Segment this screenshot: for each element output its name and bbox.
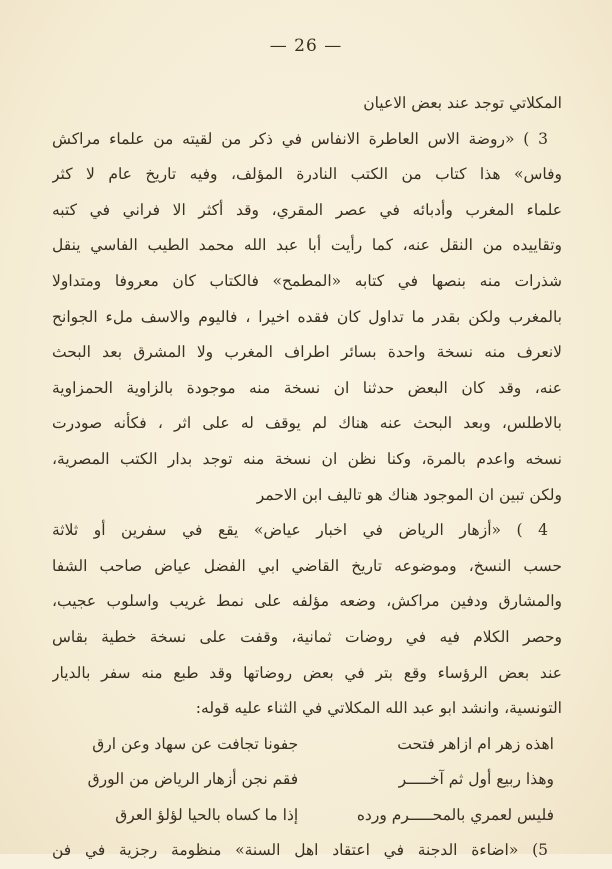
- text-line: التونسية، وانشد ابو عبد الله المكلاتي في الثناء عليه قوله:: [195, 699, 562, 718]
- poem-verse: [52, 727, 562, 763]
- text-line: وفاس» هذا كتاب من الكتب النادرة المؤلف، وفيه تاريخ عام لا كثر: [52, 165, 562, 184]
- poem-verse: [52, 798, 562, 834]
- poem-first-hemistich: اهذه زهر ام ازاهر فتحت: [397, 734, 554, 753]
- text-line: المكلاتي توجد عند بعض الاعيان: [363, 94, 562, 112]
- poem-first-hemistich: فليس لعمري بالمحـــــرم ورده: [356, 805, 554, 824]
- text-line: علماء المغرب وأدبائه في عصر المقري، وقد أكثر الا فراني في كتبه: [52, 200, 562, 219]
- poem-verse: [52, 762, 562, 798]
- text-line: نسخه واعدم بالمرة، وكنا نظن ان نسخة منه توجد بدار الكتب المصرية،: [52, 449, 562, 468]
- text-line: بالمغرب ولكن بقدر ما تداول كان فقده اخيرا ، فاليوم والاسف ملء الجوانح: [52, 307, 562, 326]
- text-line: حسب النسخ، وموضوعه تاريخ القاضي ابي الفضل عياض صاحب الشفا: [52, 556, 562, 575]
- text-line: عنه، وقد كان البعض حدثنا ان نسخة منه موجودة بالزاوية الحمزاوية: [52, 378, 562, 397]
- text-line: 3 ) «روضة الاس العاطرة الانفاس في ذكر من لقيته من علماء مراكش: [52, 129, 548, 148]
- text-line: 4 ) «أزهار الرياض في اخبار عياض» يقع في سفرين أو ثلاثة: [52, 521, 548, 540]
- poem-second-hemistich: جفونا تجافت عن سهاد وعن ارق: [92, 734, 299, 753]
- poem-first-hemistich: وهذا ربيع أول ثم آخـــــر: [398, 770, 554, 789]
- body-text: [52, 86, 562, 869]
- text-line: 5) «اضاءة الدجنة في اعتقاد اهل السنة» منظومة رجزية في فن: [52, 841, 548, 860]
- text-line: شذرات منه بنصها في كتابه «المطمح» فالكتاب كان معروفا ومتداولا: [52, 271, 562, 290]
- text-line: عند بعض الرؤساء وقع بتر في بعض روضاتها وقد طبع منه سفر بالديار: [52, 663, 562, 682]
- poem-second-hemistich: إذا ما كساه بالحيا لؤلؤ العرق: [115, 805, 299, 824]
- text-line: بالاطلس، وبعد البحث عنه هناك لم يوقف له على اثر ، فكأنه صودرت: [52, 414, 562, 433]
- poem-second-hemistich: فقم نجن أزهار الرياض من الورق: [87, 770, 299, 789]
- text-line: والمشارق ودفين مراكش، وضعه مؤلفه على نمط غريب واسلوب عجيب،: [52, 592, 562, 611]
- text-line: وحصر الكلام فيه في روضات ثمانية، وقفت على نسخة خطية بقاس: [52, 627, 562, 646]
- page-number: — 26 —: [269, 36, 343, 56]
- text-line: لانعرف منه نسخة واحدة بسائر اطراف المغرب ولا المشرق بعد البحث: [52, 343, 562, 362]
- text-line: ولكن تبين ان الموجود هناك هو تاليف ابن الاحمر: [256, 485, 562, 504]
- text-line: وتقاييده من النقل عنه، كما رأيت أبا عبد الله محمد الطيب الفاسي ينقل: [52, 236, 562, 255]
